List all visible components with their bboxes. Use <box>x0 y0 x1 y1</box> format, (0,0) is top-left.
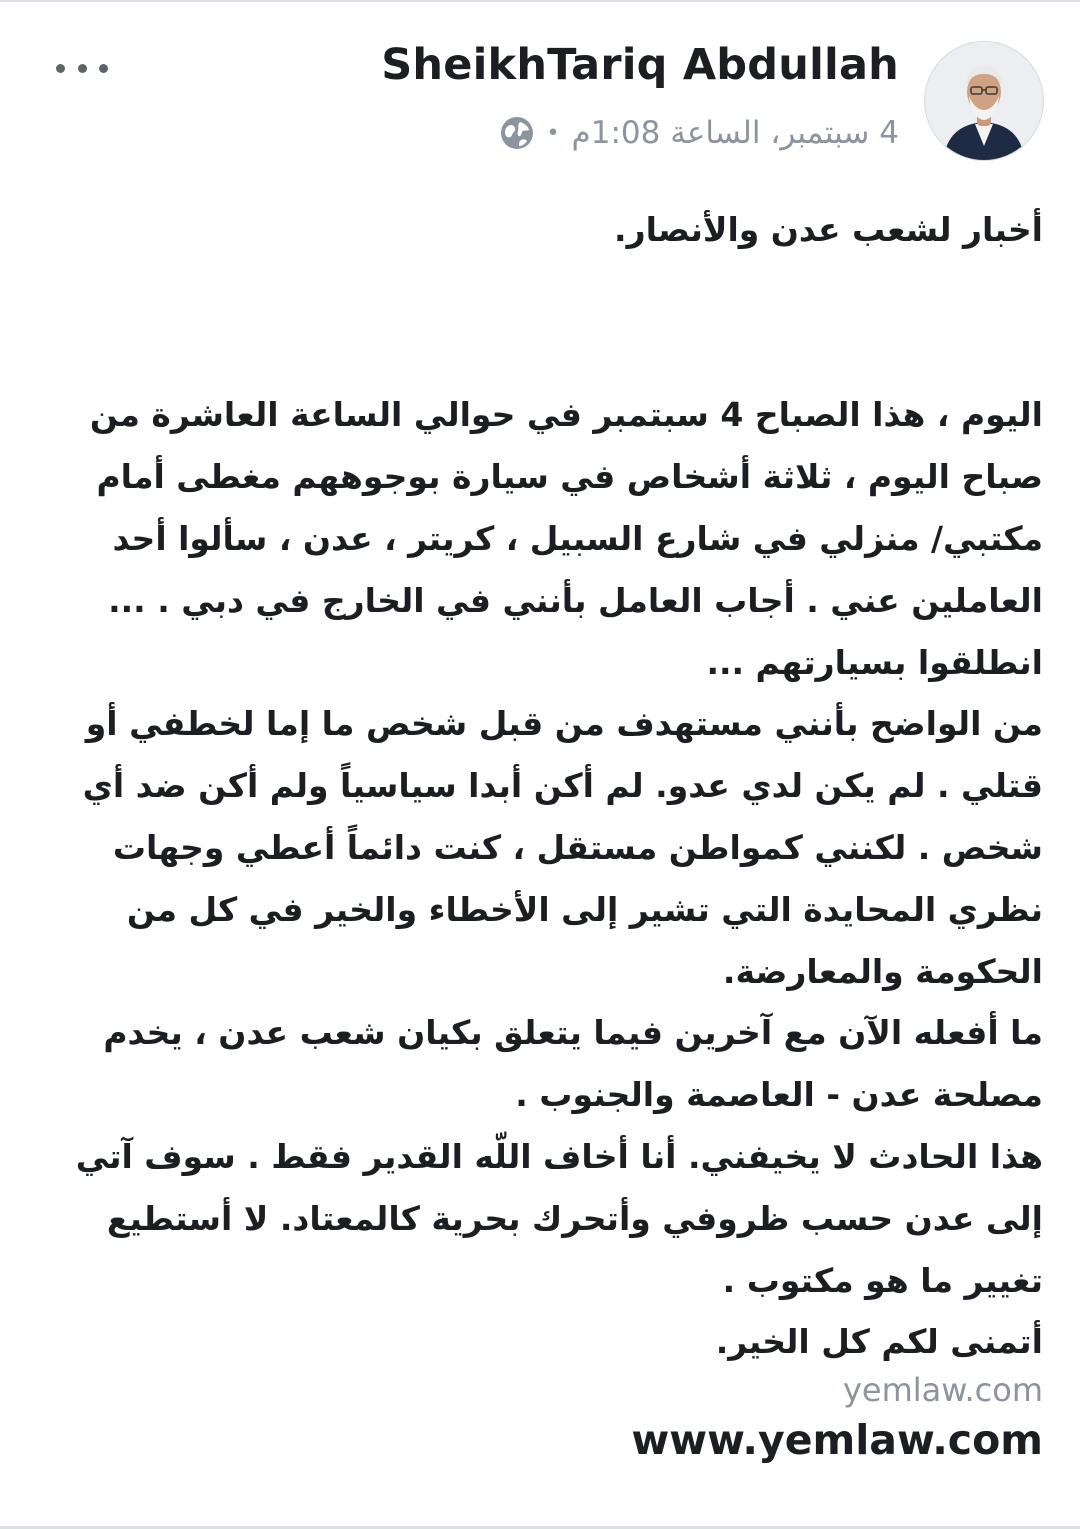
post-paragraph: من الواضح بأنني مستهدف من قبل شخص ما إما لخطفي أو قتلي . لم يكن لدي عدو. لم أكن أبدا سياسياً ولم أكن ضد أي شخص . لكنني كمواطن مستقل ، كنت دائماً أعطي وجهات نظري المحايدة التي تشير إلى الأخطاء والخير في كل من الحكومة والمعارضة. <box>82 704 1043 991</box>
globe-icon <box>499 115 535 151</box>
author-name[interactable]: SheikhTariq Abdullah <box>381 40 899 90</box>
more-options-icon-dot <box>99 64 108 73</box>
more-options-icon-dot <box>78 64 87 73</box>
avatar[interactable] <box>925 42 1043 160</box>
more-options-icon <box>56 64 65 73</box>
link-title[interactable]: www.yemlaw.com <box>631 1416 1043 1464</box>
more-options-button[interactable] <box>56 54 108 82</box>
avatar-image <box>925 42 1043 160</box>
paragraph-gap <box>40 261 1043 323</box>
post-text <box>40 199 1043 1373</box>
link-caption[interactable]: yemlaw.com <box>842 1371 1043 1409</box>
meta-separator: • <box>546 120 560 146</box>
post-paragraph: أخبار لشعب عدن والأنصار. <box>614 210 1043 249</box>
post-paragraph: أتمنى لكم كل الخير. <box>715 1322 1043 1362</box>
post-paragraph: اليوم ، هذا الصباح 4 سبتمبر في حوالي الساعة العاشرة من صباح اليوم ، ثلاثة أشخاص في سيارة بوجوههم مغطى أمام مكتبي/ منزلي في شارع السبيل ، كريتر ، عدن ، سألوا أحد العاملين عني . أجاب العامل بأنني في الخارج في دبي . ... انطلقوا بسيارتهم ... <box>89 395 1043 682</box>
paragraph-gap <box>40 323 1043 385</box>
post-date[interactable]: 4 سبتمبر، الساعة 1:08م <box>571 115 899 151</box>
post-meta <box>499 110 899 156</box>
post-paragraph: ما أفعله الآن مع آخرين فيما يتعلق بكيان شعب عدن ، يخدم مصلحة عدن - العاصمة والجنوب . <box>103 1013 1043 1115</box>
post-paragraph: هذا الحادث لا يخيفني. أنا أخاف اللّه القدير فقط . سوف آتي إلى عدن حسب ظروفي وأتحرك بحرية كالمعتاد. لا أستطيع تغيير ما هو مكتوب . <box>75 1136 1043 1300</box>
